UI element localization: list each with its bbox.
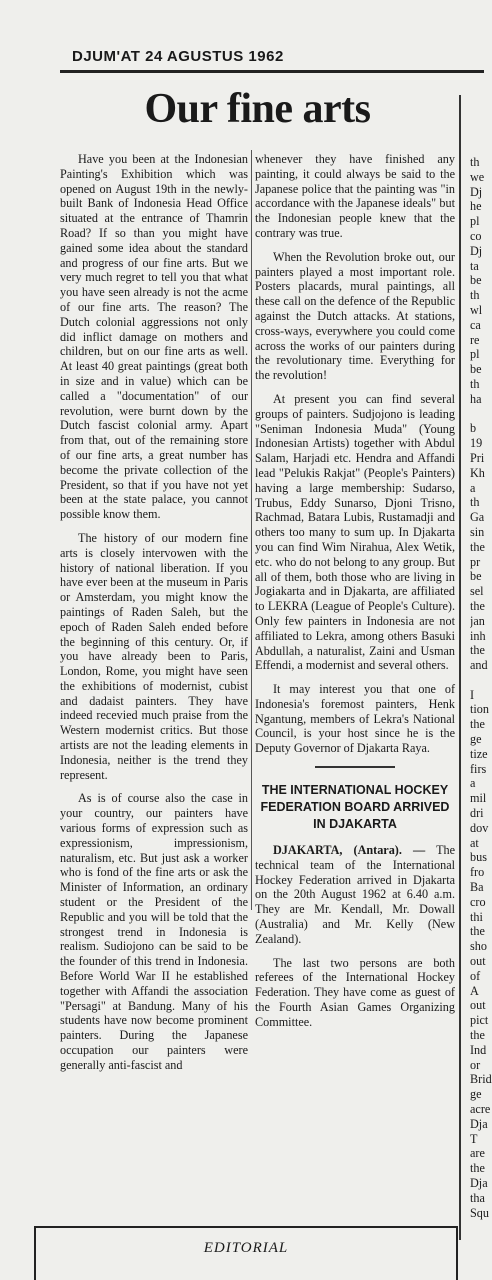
fragment-line: sel [470, 584, 484, 599]
fragment-line: wl [470, 302, 483, 317]
paragraph: The history of our modern fine arts is closely intervowen with the history of national liberation. If you have ever been at the museum in Paris or Amsterdam, you might know the paintings of Raden Saleh, but the epoch of Raden Saleh ended before the beginning of this century. Or, if you have already been to Paris, London, Rome, you might have seen the exhibitions of modernist, cubist and dadaist painters. They have indeed recevied much praise from the Western modernist critics. But those artists are not the leading elements in Indonesia, neither is the trend they represent. [60, 530, 248, 782]
fragment-line [470, 673, 492, 688]
fragment-line: are [470, 1146, 485, 1161]
fragment-line: Dj [470, 184, 483, 199]
fragment-line: pict [470, 1013, 489, 1028]
fragment-line: pl [470, 214, 480, 229]
fragment-line: and [470, 658, 488, 673]
editorial-box [34, 1226, 458, 1280]
fragment-line: 19 [470, 436, 483, 451]
fragment-line: Kh [470, 465, 485, 480]
fragment-line: T [470, 1131, 478, 1146]
fragment-line: th [470, 376, 480, 391]
fragment-line: ha [470, 391, 482, 406]
fragment-line: ca [470, 317, 481, 332]
fragment-line: be [470, 273, 482, 288]
paragraph: At present you can find several groups of painters. Sudjojono is leading "Seniman Indonesia Muda" (Young Indonesian Artists) together with Abdul Salam, Harjadi etc. Hendra and Affandi lead "Pelukis Rakjat" (People's Painters) having a large membership: Sudarso, Trubus, Eddy Sunarso, Djoni Trisno, Rachmad, Batara Lubis, Rustamadji and others too many to sum up. In Djakarta you can find Wim Nirahua, Alex Wetik, etc. who do not belong to any group. But all of them, both those who are living in Jogiakarta and in Djakarta, are affiliated to LEKRA (League of People's Culture). Only few painters in Indonesia are not affiliated to Lekra, among others Basuki Abdullah, a naturalist, Zaini and Usman Effendi, a modernist and several others. [255, 391, 455, 673]
fragment-line: Dja [470, 1175, 488, 1190]
fragment-line: of [470, 968, 481, 983]
fragment-line: be [470, 362, 482, 377]
fragment-line: Dja [470, 1116, 488, 1131]
editorial-label: EDITORIAL [203, 1240, 289, 1256]
fragment-line: be [470, 569, 482, 584]
fragment-line: pl [470, 347, 480, 362]
separator [315, 766, 395, 768]
fragment-line: the [470, 1028, 485, 1043]
fragment-line: dov [470, 820, 489, 835]
fragment-line: he [470, 199, 482, 214]
fragment-line: cro [470, 894, 486, 909]
fragment-line: the [470, 539, 485, 554]
hockey-paragraph-2: The last two persons are both referees of the International Hockey Federation. They have come as guest of the Fourth Asian Games Organizing Committee. [255, 955, 455, 1029]
fragment-line: Pri [470, 450, 485, 465]
fragment-line: ge [470, 1087, 482, 1102]
paragraph: When the Revolution broke out, our painters played a most important role. Posters placards, mural paintings, all these call on the defence of the Republic against the Dutch attacks. At stations, cross-ways, everywhere you could come across the works of our painters during the revolutionary time. Everything for the revolution! [255, 249, 455, 383]
column-divider [251, 150, 252, 910]
article-column-2 [255, 152, 455, 1039]
fragment-line: th [470, 288, 480, 303]
paragraph: Have you been at the Indonesian Painting's Exhibition which was opened on August 19th in the newly-built Bank of Indonesia Head Office situated at the entrance of Thamrin Road? If so than you might have gained some idea about the standard and progress of our fine arts. But we very much regret to tell you that what you have seen already is not the acme of our fine arts. The reason? The Dutch colonial aggressions not only did inflict damage on mothers and children, but on our fine arts as well. At least 40 great paintings (great both in size and in value) which can be called a "documentation" of our revolution, were burnt down by the Dutch fascist colonial army. Apart from that, out of the remaining store of our fine arts, a great number has become the private collection of the President, so that if you have not yet been at the state palace, you cannot possible know them. [60, 152, 248, 522]
fragment-line: firs [470, 761, 487, 776]
fragment-line: inh [470, 628, 486, 643]
fragment-line: tha [470, 1190, 485, 1205]
hockey-paragraph [255, 843, 455, 947]
fragment-line: acre [470, 1102, 491, 1116]
fragment-line: dri [470, 806, 484, 821]
fragment-line: out [470, 998, 486, 1013]
fragment-line: thi [470, 909, 483, 924]
adjacent-column-fragment [470, 155, 492, 1220]
fragment-line: co [470, 228, 482, 243]
paragraph: It may interest you that one of Indonesia's foremost painters, Henk Ngantung, members of Lekra's National Council, is your host since he is the Deputy Governor of Djakarta Raya. [255, 682, 455, 756]
fragment-line: we [470, 169, 485, 184]
top-rule [60, 70, 484, 73]
fragment-line: A [470, 983, 479, 998]
paragraph: whenever they have finished any painting, it could always be said to the Japanese police that the painting was "in accordance with the Japanese ideals" but the Indonesian people knew that the contrary was true. [255, 152, 455, 240]
fragment-line: a [470, 776, 476, 791]
fragment-line: ta [470, 258, 479, 273]
fragment-line: th [470, 155, 480, 169]
fragment-line: Dj [470, 243, 483, 258]
fragment-line: a [470, 480, 476, 495]
fragment-line: fro [470, 865, 485, 880]
headline: Our fine arts [144, 86, 371, 132]
fragment-line: Brid [470, 1072, 492, 1087]
fragment-line: tion [470, 702, 489, 717]
fragment-line: Ind [470, 1042, 487, 1057]
fragment-line: tize [470, 746, 488, 761]
dateline: DJUM'AT 24 AGUSTUS 1962 [72, 48, 284, 65]
fragment-line: bus [470, 850, 487, 865]
fragment-line: the [470, 717, 485, 732]
column-divider-right [459, 95, 461, 1240]
fragment-line: sho [470, 939, 487, 954]
fragment-line: jan [470, 613, 485, 628]
fragment-line: Ba [470, 880, 484, 895]
fragment-line: ge [470, 732, 482, 747]
fragment-line: b [470, 421, 477, 436]
hockey-text: The technical team of the International Hockey Federation arrived in Djakarta on the 20th August 1962 at 6.40 a.m. They are Mr. Kendall, Mr. Dowall (Australia) and Mr. Kelly (New Zealand). [255, 843, 456, 946]
fragment-line: or [470, 1057, 481, 1072]
fragment-line: Ga [470, 510, 485, 525]
fragment-line [470, 407, 492, 422]
fragment-line: mil [470, 791, 487, 806]
fragment-line: the [470, 598, 485, 613]
fragment-line: at [470, 835, 479, 850]
fragment-line: out [470, 954, 486, 969]
paragraph: As is of course also the case in your country, our painters have various forms of expression such as expressionism, impressionism, naturalism, etc. But just ask a worker who is fond of the fine arts or ask the Minister of Information, an ordinary student or the President of the Republic and you will be told that the strongest trend in Indonesia is realism. Sudiojono can be said to be the founder of this trend in Indonesia. Before World War II he established together with Affandi the association "Persagi" at Bandung. Many of his students have now become prominent painters. During the Japanese occupation our painters were generally anti-fascist and [60, 791, 248, 1072]
hockey-headline: THE INTERNATIONAL HOCKEY FEDERATION BOARD ARRIVED IN DJAKARTA [260, 783, 450, 832]
fragment-line: Squ [470, 1205, 489, 1220]
fragment-line: I [470, 687, 475, 702]
fragment-line: the [470, 924, 485, 939]
fragment-line: the [470, 643, 485, 658]
article-column-1 [60, 152, 248, 1082]
fragment-line: th [470, 495, 480, 510]
fragment-line: sin [470, 524, 485, 539]
fragment-line: the [470, 1161, 485, 1176]
fragment-line: re [470, 332, 480, 347]
fragment-line: pr [470, 554, 481, 569]
hockey-dateline: DJAKARTA, (Antara). — [273, 843, 426, 858]
